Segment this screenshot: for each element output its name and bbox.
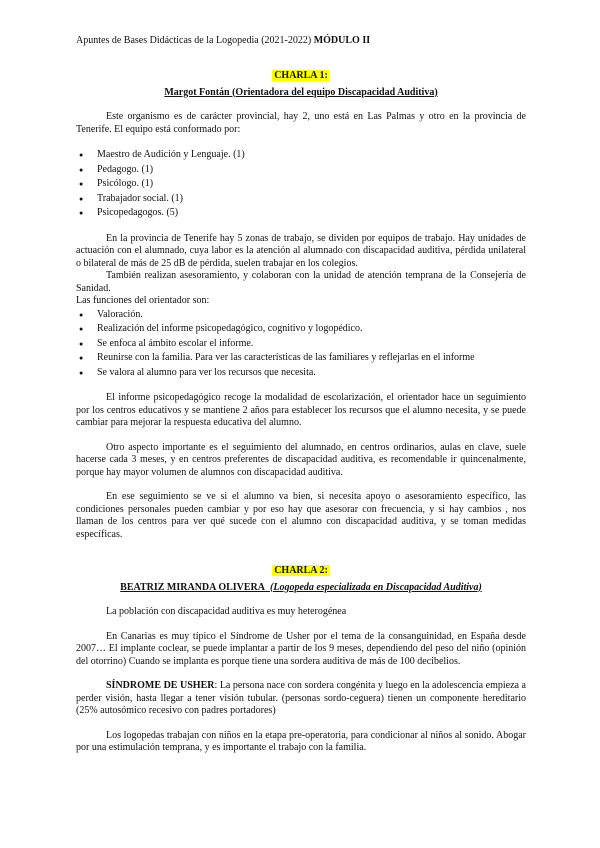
charla1-speaker-name: Margot Fontán [164,86,230,98]
list-item: ● Reunirse con la familia. Para ver las características de las familiares y reflejarlas en el informe [76,351,526,366]
charla2-speaker-name: BEATRIZ MIRANDA OLIVERA [120,581,265,593]
charla2-paragraph-4: Los logopedas trabajan con niños en la etapa pre-operatoria, para condicionar al niños al sonido. Abogar por una estimulación temprana, y es importante el trabajo con la familia. [76,729,526,753]
charla1-heading [76,70,526,83]
list-item: ● Se enfoca al ámbito escolar el informe. [76,337,526,352]
charla1-paragraph-3: También realizan asesoramiento, y colaboran con la unidad de atención temprana de la Consejería de Sanidad. [76,270,526,294]
usher-description: : La persona nace con sordera congénita y luego en la adolescencia empieza a perder visión, hasta llegar a tener visión tubular. (personas sordo-ceguera) tienen un componente hereditario (25% autosómico recesivo con padres portadores) [76,680,526,716]
header-module: MÓDULO II [313,35,371,46]
list-item: ● Realización del informe psicopedagógico, cognitivo y logopédico. [76,322,526,337]
list-item: ● Pedagogo. (1) [76,163,526,178]
charla2-speaker-role: (Logopeda especializada en Discapacidad Auditiva) [270,581,482,593]
list-item: ● Se valora al alumno para ver los recursos que necesita. [76,366,526,381]
charla1-paragraph-5: Otro aspecto importante es el seguimiento del alumnado, en centros ordinarios, aulas en clave, suele hacerse cada 3 meses, y en centros preferentes de discapacidad auditiva, es recomendable ir quincenalmente, porque hay mayor volumen de alumnos con discapacidad auditiva. [76,441,526,478]
page-header [76,35,370,46]
charla2-paragraph-1: La población con discapacidad auditiva es muy heterogénea [106,606,347,617]
list-item: ● Psicopedagogos. (5) [76,206,526,221]
charla1-speaker-role: (Orientadora del equipo Discapacidad Auditiva) [229,86,438,98]
document-body [76,70,526,755]
charla1-paragraph-6: En ese seguimiento se ve si el alumno va bien, si necesita apoyo o asesoramiento específico, las condiciones personales pueden cambiar y por eso hay que asesorar con frecuencia, y si hay cambios , nos llaman de los centros para ver qué sucede con el alumno con discapacidad auditiva, y se toman medidas específicas. [76,491,526,540]
charla1-speaker [76,87,526,100]
charla1-title: CHARLA 1: [274,70,328,81]
list-item: ● Maestro de Audición y Lenguaje. (1) [76,148,526,163]
charla2-paragraph-3 [76,680,526,718]
charla1-paragraph-4: El informe psicopedagógico recoge la modalidad de escolarización, el orientador hace un seguimiento por los centros educativos y se mantiene 2 años para establecer los recursos que el alumno necesita, y se puede cambiar para mejorar la respuesta educativa del alumno. [76,392,526,428]
list-item: ● Valoración. [76,308,526,323]
charla2-paragraph-2: En Canarias es muy típico el Síndrome de Usher por el tema de la consanguinidad, en España desde 2007… El implante coclear, se puede implantar a partir de los 9 meses, dependiendo del peso del niño (opinión del otorrino) Cuando se implanta es porque tiene una sordera auditiva de más de 100 decibelios. [76,630,526,667]
charla2-speaker [76,582,526,595]
header-text: Apuntes de Bases Didácticas de la Logopedia (2021-2022) [76,35,314,46]
team-list [76,148,526,221]
charla1-paragraph-2: En la provincia de Tenerife hay 5 zonas de trabajo, se dividen por equipos de trabajo. Hay unidades de actuación con el alumnado, cuya labor es la atención al alumnado con discapacidad auditiva, pérdida unilateral o bilateral de más de 25 dB de pérdida, suelen trabajar en los colegios. [76,232,526,269]
charla1-paragraph-1: Este organismo es de carácter provincial, hay 2, uno está en Las Palmas y otro en la provincia de Tenerife. El equipo está conformado por: [76,111,526,135]
functions-title: Las funciones del orientador son: [76,295,210,306]
usher-term: SÍNDROME DE USHER [106,680,215,691]
charla2-title: CHARLA 2: [274,565,328,576]
list-item: ● Trabajador social. (1) [76,192,526,207]
list-item: ● Psicólogo. (1) [76,177,526,192]
functions-list [76,308,526,381]
charla2-heading [76,565,526,578]
